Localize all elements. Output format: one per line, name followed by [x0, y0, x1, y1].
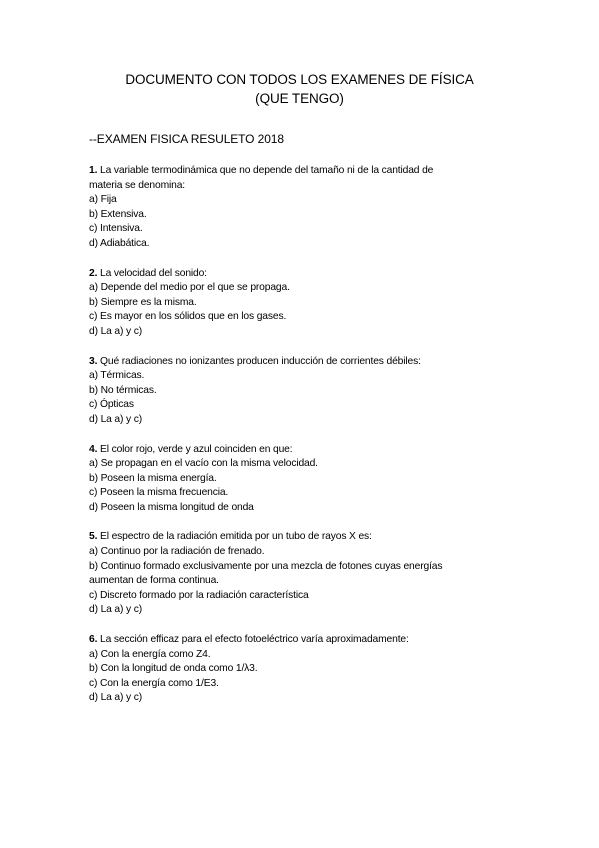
answer-option: d) La a) y c)	[89, 692, 142, 704]
answer-option: a) Se propagan en el vacío con la misma velocidad.	[89, 458, 318, 470]
question-stem	[89, 267, 529, 282]
answer-option: a) Depende del medio por el que se propaga.	[89, 282, 290, 294]
answer-option: d) Adiabática.	[89, 237, 150, 249]
answer-option: b) Siempre es la misma.	[89, 296, 197, 308]
question-5	[89, 530, 529, 618]
question-number: 2.	[89, 267, 98, 279]
answer-option: d) La a) y c)	[89, 413, 142, 425]
answer-option: d) La a) y c)	[89, 604, 142, 616]
answer-option: c) Es mayor en los sólidos que en los gases.	[89, 311, 287, 323]
answer-option: b) Continuo formado exclusivamente por una mezcla de fotones cuyas energías	[89, 560, 443, 572]
answer-option: b) Con la longitud de onda como 1/λ3.	[89, 663, 258, 675]
exam-header: --EXAMEN FISICA RESULETO 2018	[89, 132, 284, 146]
answer-option: aumentan de forma continua.	[89, 575, 219, 587]
question-list	[89, 164, 529, 721]
question-stem	[89, 164, 529, 179]
question-text: Qué radiaciones no ionizantes producen inducción de corrientes débiles:	[97, 355, 421, 367]
question-text: La velocidad del sonido:	[97, 267, 207, 279]
question-number: 3.	[89, 355, 98, 367]
title-line-2: (QUE TENGO)	[255, 91, 344, 106]
question-number: 4.	[89, 443, 98, 455]
answer-option: c) Discreto formado por la radiación característica	[89, 589, 309, 601]
answer-option: c) Con la energía como 1/E3.	[89, 677, 219, 689]
answer-option: a) Térmicas.	[89, 370, 145, 382]
question-6	[89, 633, 529, 706]
question-stem	[89, 530, 529, 545]
question-stem	[89, 355, 529, 370]
question-4	[89, 443, 529, 516]
title-line-1: DOCUMENTO CON TODOS LOS EXAMENES DE FÍSICA	[125, 72, 474, 87]
question-stem	[89, 633, 529, 648]
question-text-continued: materia se denomina:	[89, 179, 186, 191]
answer-option: c) Intensiva.	[89, 223, 143, 235]
answer-option: c) Ópticas	[89, 399, 134, 411]
question-text: La sección efficaz para el efecto fotoeléctrico varía aproximadamente:	[97, 634, 409, 646]
question-2	[89, 267, 529, 340]
question-text: El color rojo, verde y azul coinciden en que:	[97, 443, 293, 455]
answer-option: a) Fija	[89, 194, 117, 206]
answer-option: a) Continuo por la radiación de frenado.	[89, 546, 265, 558]
document-title	[0, 70, 599, 108]
question-text: El espectro de la radiación emitida por un tubo de rayos X es:	[97, 531, 372, 543]
answer-option: b) Extensiva.	[89, 208, 147, 220]
question-1	[89, 164, 529, 252]
question-number: 5.	[89, 531, 98, 543]
answer-option: d) Poseen la misma longitud de onda	[89, 501, 254, 513]
answer-option: b) Poseen la misma energía.	[89, 472, 217, 484]
answer-option: d) La a) y c)	[89, 325, 142, 337]
answer-option: c) Poseen la misma frecuencia.	[89, 487, 229, 499]
question-stem	[89, 443, 529, 458]
answer-option: a) Con la energía como Z4.	[89, 648, 211, 660]
answer-option: b) No térmicas.	[89, 384, 157, 396]
question-text: La variable termodinámica que no depende del tamaño ni de la cantidad de	[97, 165, 434, 176]
question-number: 6.	[89, 634, 98, 646]
question-number: 1.	[89, 165, 98, 176]
question-3	[89, 355, 529, 428]
